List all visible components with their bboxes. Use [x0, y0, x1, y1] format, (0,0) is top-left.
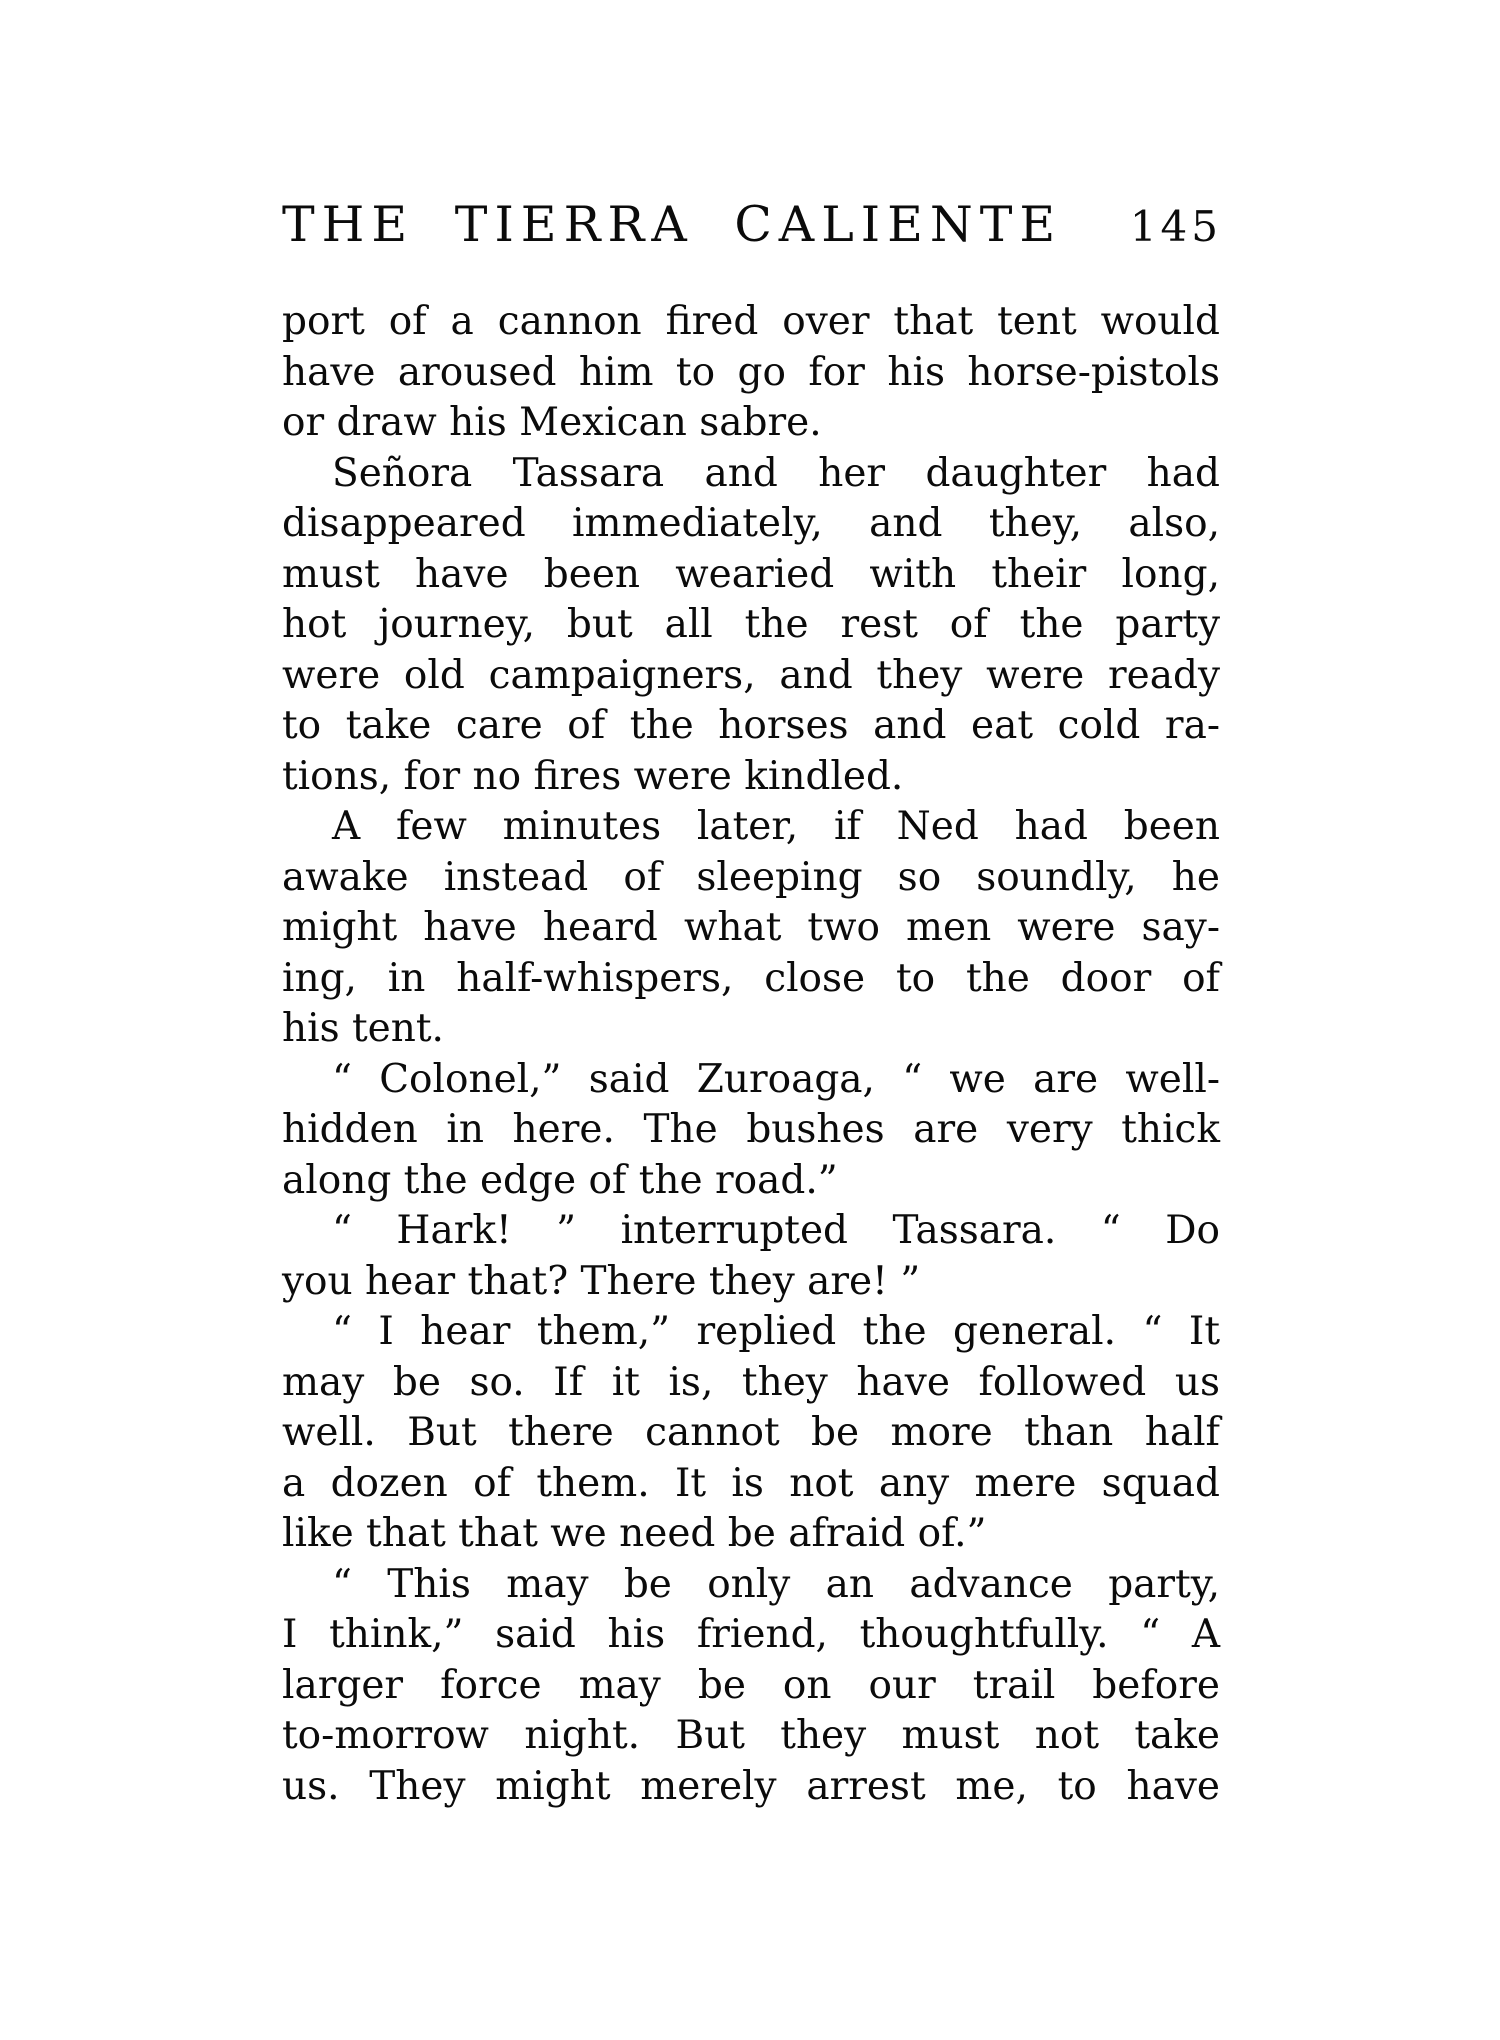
text-line: awake instead of sleeping so soundly, he: [282, 854, 1220, 900]
text-line: were old campaigners, and they were ready: [282, 652, 1220, 698]
text-line: may be so. If it is, they have followed us: [282, 1359, 1220, 1405]
paragraph: [282, 802, 1220, 1055]
text-line: I think,” said his friend, thoughtfully. “ A: [282, 1612, 1220, 1657]
text-line: must have been wearied with their long,: [282, 551, 1220, 597]
paragraph: [282, 1307, 1220, 1560]
paragraph: [282, 449, 1220, 803]
text-line: his tent.: [282, 1006, 444, 1051]
text-line: to take care of the horses and eat cold ra-: [282, 703, 1220, 748]
text-line: “ Colonel,” said Zuroaga, “ we are well-: [332, 1056, 1220, 1102]
page-number: 145: [1129, 202, 1222, 251]
text-line: tions, for no fires were kindled.: [282, 753, 904, 799]
text-line: a dozen of them. It is not any mere squad: [282, 1460, 1220, 1506]
text-line: Señora Tassara and her daughter had: [332, 450, 1220, 496]
chapter-title: THE TIERRA CALIENTE: [282, 196, 1063, 253]
text-line: like that that we need be afraid of.”: [282, 1511, 987, 1556]
text-line: “ Hark! ” interrupted Tassara. “ Do: [332, 1208, 1220, 1253]
text-line: you hear that? There they are! ”: [282, 1258, 921, 1304]
text-line: “ This may be only an advance party,: [332, 1561, 1220, 1607]
paragraph: [282, 297, 1220, 449]
text-line: might have heard what two men were say-: [282, 905, 1220, 950]
text-line: larger force may be on our trail before: [282, 1662, 1220, 1708]
text-line: “ I hear them,” replied the general. “ It: [332, 1309, 1220, 1354]
paragraph: [282, 1055, 1220, 1207]
text-line: have aroused him to go for his horse-pistols: [282, 349, 1220, 395]
body-text-block: [282, 297, 1220, 1812]
running-head: [282, 196, 1222, 253]
text-line: well. But there cannot be more than half: [282, 1410, 1220, 1455]
text-line: A few minutes later, if Ned had been: [332, 804, 1220, 849]
text-line: to-morrow night. But they must not take: [282, 1713, 1220, 1758]
text-line: along the edge of the road.”: [282, 1157, 838, 1203]
text-line: ing, in half-whispers, close to the door of: [282, 955, 1220, 1001]
paragraph: [282, 1560, 1220, 1813]
text-line: us. They might merely arrest me, to have: [282, 1763, 1220, 1809]
text-line: port of a cannon fired over that tent would: [282, 299, 1220, 344]
paragraph: [282, 1206, 1220, 1307]
text-line: hot journey, but all the rest of the party: [282, 602, 1220, 647]
text-line: hidden in here. The bushes are very thick: [282, 1107, 1220, 1152]
text-line: or draw his Mexican sabre.: [282, 400, 822, 445]
text-line: disappeared immediately, and they, also,: [282, 501, 1220, 546]
